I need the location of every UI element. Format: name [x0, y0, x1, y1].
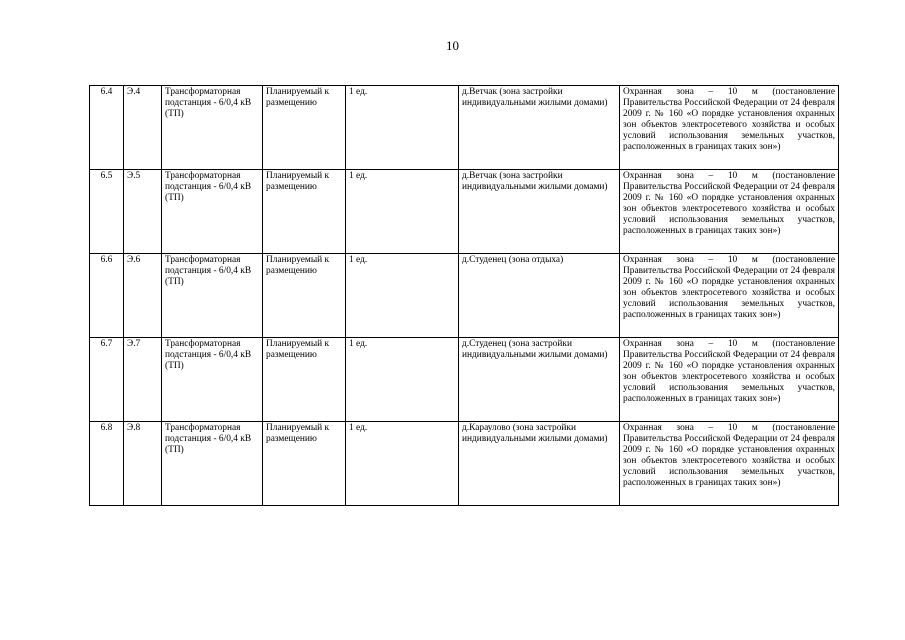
- object-name-cell: Трансформаторная подстанция - 6/0,4 кВ (ТП): [162, 422, 263, 506]
- object-status-cell: Планируемый к размещению: [263, 170, 346, 254]
- object-code-cell: Э.4: [124, 86, 162, 170]
- object-code-cell: Э.8: [124, 422, 162, 506]
- row-number-cell: 6.4: [90, 86, 124, 170]
- object-status-cell: Планируемый к размещению: [263, 86, 346, 170]
- table-row: [90, 338, 839, 422]
- object-location-cell: д.Студенец (зона отдыха): [459, 254, 620, 338]
- protection-zone-cell: Охранная зона – 10 м (постановление Правительства Российской Федерации от 24 февраля 2009 г. № 160 «О порядке установления охранных зон объектов электросетевого хозяйства и особых условий использования земельных участков, расположенных в границах таких зон»): [620, 422, 839, 506]
- object-status-cell: Планируемый к размещению: [263, 338, 346, 422]
- object-status-cell: Планируемый к размещению: [263, 422, 346, 506]
- page-number: 10: [446, 38, 459, 53]
- object-quantity-cell: 1 ед.: [346, 254, 459, 338]
- protection-zone-cell: Охранная зона – 10 м (постановление Правительства Российской Федерации от 24 февраля 2009 г. № 160 «О порядке установления охранных зон объектов электросетевого хозяйства и особых условий использования земельных участков, расположенных в границах таких зон»): [620, 170, 839, 254]
- row-number-cell: 6.6: [90, 254, 124, 338]
- object-quantity-cell: 1 ед.: [346, 422, 459, 506]
- row-number-cell: 6.5: [90, 170, 124, 254]
- row-number-cell: 6.7: [90, 338, 124, 422]
- protection-zone-cell: Охранная зона – 10 м (постановление Правительства Российской Федерации от 24 февраля 2009 г. № 160 «О порядке установления охранных зон объектов электросетевого хозяйства и особых условий использования земельных участков, расположенных в границах таких зон»): [620, 254, 839, 338]
- objects-table: [89, 85, 839, 506]
- table-row: [90, 254, 839, 338]
- object-code-cell: Э.7: [124, 338, 162, 422]
- protection-zone-cell: Охранная зона – 10 м (постановление Правительства Российской Федерации от 24 февраля 2009 г. № 160 «О порядке установления охранных зон объектов электросетевого хозяйства и особых условий использования земельных участков, расположенных в границах таких зон»): [620, 338, 839, 422]
- object-name-cell: Трансформаторная подстанция - 6/0,4 кВ (ТП): [162, 338, 263, 422]
- object-quantity-cell: 1 ед.: [346, 170, 459, 254]
- object-location-cell: д.Ветчак (зона застройки индивидуальными жилыми домами): [459, 170, 620, 254]
- object-quantity-cell: 1 ед.: [346, 86, 459, 170]
- object-name-cell: Трансформаторная подстанция - 6/0,4 кВ (ТП): [162, 86, 263, 170]
- row-number-cell: 6.8: [90, 422, 124, 506]
- object-quantity-cell: 1 ед.: [346, 338, 459, 422]
- object-name-cell: Трансформаторная подстанция - 6/0,4 кВ (ТП): [162, 170, 263, 254]
- table-row: [90, 422, 839, 506]
- table-row: [90, 86, 839, 170]
- protection-zone-cell: Охранная зона – 10 м (постановление Правительства Российской Федерации от 24 февраля 2009 г. № 160 «О порядке установления охранных зон объектов электросетевого хозяйства и особых условий использования земельных участков, расположенных в границах таких зон»): [620, 86, 839, 170]
- object-location-cell: д.Караулово (зона застройки индивидуальными жилыми домами): [459, 422, 620, 506]
- object-status-cell: Планируемый к размещению: [263, 254, 346, 338]
- object-code-cell: Э.6: [124, 254, 162, 338]
- table-row: [90, 170, 839, 254]
- object-location-cell: д.Студенец (зона застройки индивидуальными жилыми домами): [459, 338, 620, 422]
- object-location-cell: д.Ветчак (зона застройки индивидуальными жилыми домами): [459, 86, 620, 170]
- object-name-cell: Трансформаторная подстанция - 6/0,4 кВ (ТП): [162, 254, 263, 338]
- object-code-cell: Э.5: [124, 170, 162, 254]
